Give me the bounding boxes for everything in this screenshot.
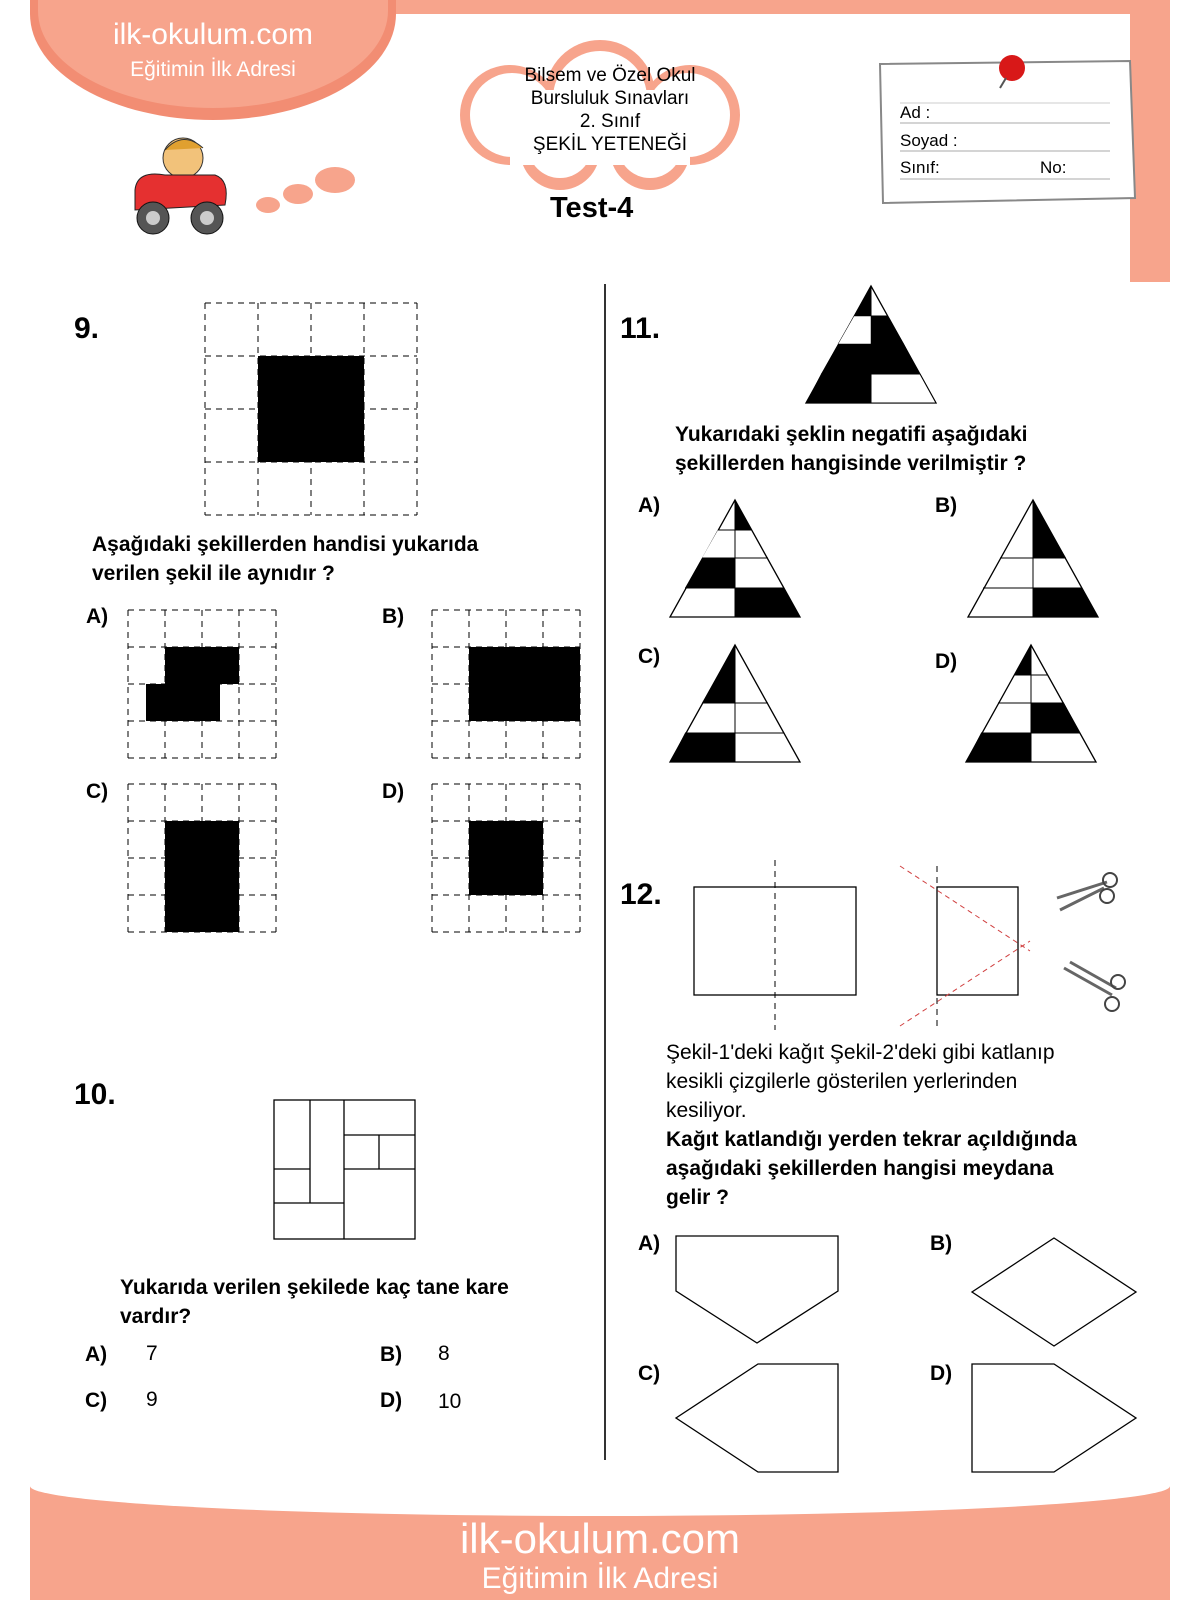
q12-question-line-1: Kağıt katlandığı yerden tekrar açıldığında xyxy=(666,1128,1077,1151)
cloud-line-2: Bursluluk Sınavları xyxy=(530,88,690,109)
q11-main-figure xyxy=(806,286,936,404)
q11-option-d-label[interactable]: D) xyxy=(935,650,958,673)
q10-text-line-2: vardır? xyxy=(120,1305,192,1328)
cloud-text xyxy=(495,64,725,156)
q10-figure xyxy=(274,1100,416,1240)
q11-option-a-label[interactable]: A) xyxy=(638,494,661,517)
q9-text xyxy=(92,530,478,588)
q12-text-line-2: kesikli çizgilerle gösterilen yerlerinden xyxy=(666,1070,1018,1093)
q11-option-d-figure[interactable] xyxy=(966,645,1096,763)
q12-option-a-label[interactable]: A) xyxy=(638,1232,661,1255)
q9-option-c-label[interactable]: C) xyxy=(86,780,109,803)
q12-option-a-figure[interactable] xyxy=(676,1236,840,1346)
q10-text-line-1: Yukarıda verilen şekilede kaç tane kare xyxy=(120,1276,509,1299)
q11-option-c-label[interactable]: C) xyxy=(638,645,661,668)
q11-text-line-2: şekillerden hangisinde verilmiştir ? xyxy=(675,452,1027,475)
q12-question-line-3: gelir ? xyxy=(666,1186,730,1209)
card-ad-label: Ad : xyxy=(900,103,931,122)
footer-title: ilk-okulum.com xyxy=(459,1515,741,1562)
q10-option-a-label[interactable]: A) xyxy=(85,1343,108,1366)
q12-number: 12. xyxy=(620,878,662,911)
q10-text xyxy=(120,1273,509,1331)
q10-option-d-value[interactable]: 10 xyxy=(438,1390,462,1413)
q9-option-b-figure[interactable] xyxy=(432,610,580,758)
footer-subtitle: Eğitimin İlk Adresi xyxy=(481,1562,719,1595)
q9-text-line-1: Aşağıdaki şekillerden handisi yukarıda xyxy=(92,533,479,556)
q10-option-b-label[interactable]: B) xyxy=(380,1343,403,1366)
logo-subtitle: Eğitimin İlk Adresi xyxy=(130,58,296,81)
thought-bubbles-icon xyxy=(250,160,450,220)
q10-option-b-value[interactable]: 8 xyxy=(438,1342,450,1365)
q9-text-line-2: verilen şekil ile aynıdır ? xyxy=(92,562,335,585)
card-sinif-label: Sınıf: xyxy=(900,158,940,177)
q11-option-b-label[interactable]: B) xyxy=(935,494,958,517)
q9-option-d-label[interactable]: D) xyxy=(382,780,405,803)
q12-option-d-label[interactable]: D) xyxy=(930,1362,953,1385)
q11-option-b-figure[interactable] xyxy=(968,500,1098,618)
q12-option-b-label[interactable]: B) xyxy=(930,1232,953,1255)
q11-text-line-1: Yukarıdaki şeklin negatifi aşağıdaki xyxy=(675,423,1028,446)
q9-option-a-figure[interactable] xyxy=(128,610,276,758)
test-title: Test-4 xyxy=(550,192,634,224)
q12-sekil-1-figure xyxy=(694,860,858,1030)
car-mascot-icon xyxy=(125,130,235,245)
q10-option-a-value[interactable]: 7 xyxy=(146,1342,158,1365)
q9-option-b-label[interactable]: B) xyxy=(382,605,405,628)
q12-option-c-label[interactable]: C) xyxy=(638,1362,661,1385)
q10-option-c-value[interactable]: 9 xyxy=(146,1388,158,1411)
card-soyad-label: Soyad : xyxy=(900,131,958,150)
q11-option-c-figure[interactable] xyxy=(670,645,800,763)
q12-question-line-2: aşağıdaki şekillerden hangisi meydana xyxy=(666,1157,1054,1180)
q12-text-line-3: kesiliyor. xyxy=(666,1099,747,1122)
q9-main-figure xyxy=(205,303,417,515)
q10-option-d-label[interactable]: D) xyxy=(380,1389,403,1412)
q10-option-c-label[interactable]: C) xyxy=(85,1389,108,1412)
q11-option-a-figure[interactable] xyxy=(670,500,800,618)
q9-option-d-figure[interactable] xyxy=(432,784,580,932)
q11-text xyxy=(675,420,1028,478)
q12-text xyxy=(666,1038,1055,1125)
q12-option-d-figure[interactable] xyxy=(972,1364,1138,1474)
q11-number: 11. xyxy=(620,312,661,345)
q12-text-line-1: Şekil-1'deki kağıt Şekil-2'deki gibi katlanıp xyxy=(666,1041,1055,1064)
q10-number: 10. xyxy=(74,1078,116,1111)
q12-option-c-figure[interactable] xyxy=(676,1364,840,1474)
q9-option-a-label[interactable]: A) xyxy=(86,605,109,628)
column-divider xyxy=(604,284,606,1460)
q12-option-b-figure[interactable] xyxy=(972,1238,1138,1348)
scissors-bottom-icon xyxy=(1060,960,1130,1020)
q9-option-c-figure[interactable] xyxy=(128,784,276,932)
push-pin-icon xyxy=(990,52,1030,92)
q12-sekil-2-figure xyxy=(900,866,1030,1026)
q9-number: 9. xyxy=(74,312,100,345)
cloud-line-3: 2. Sınıf xyxy=(579,111,641,132)
logo-title: ilk-okulum.com xyxy=(112,18,314,51)
cloud-line-1: Bilsem ve Özel Okul xyxy=(524,65,696,86)
card-no-label: No: xyxy=(1040,158,1067,177)
scissors-top-icon xyxy=(1052,870,1122,920)
cloud-line-4: ŞEKİL YETENEĞİ xyxy=(532,134,688,155)
q12-question xyxy=(666,1125,1077,1212)
